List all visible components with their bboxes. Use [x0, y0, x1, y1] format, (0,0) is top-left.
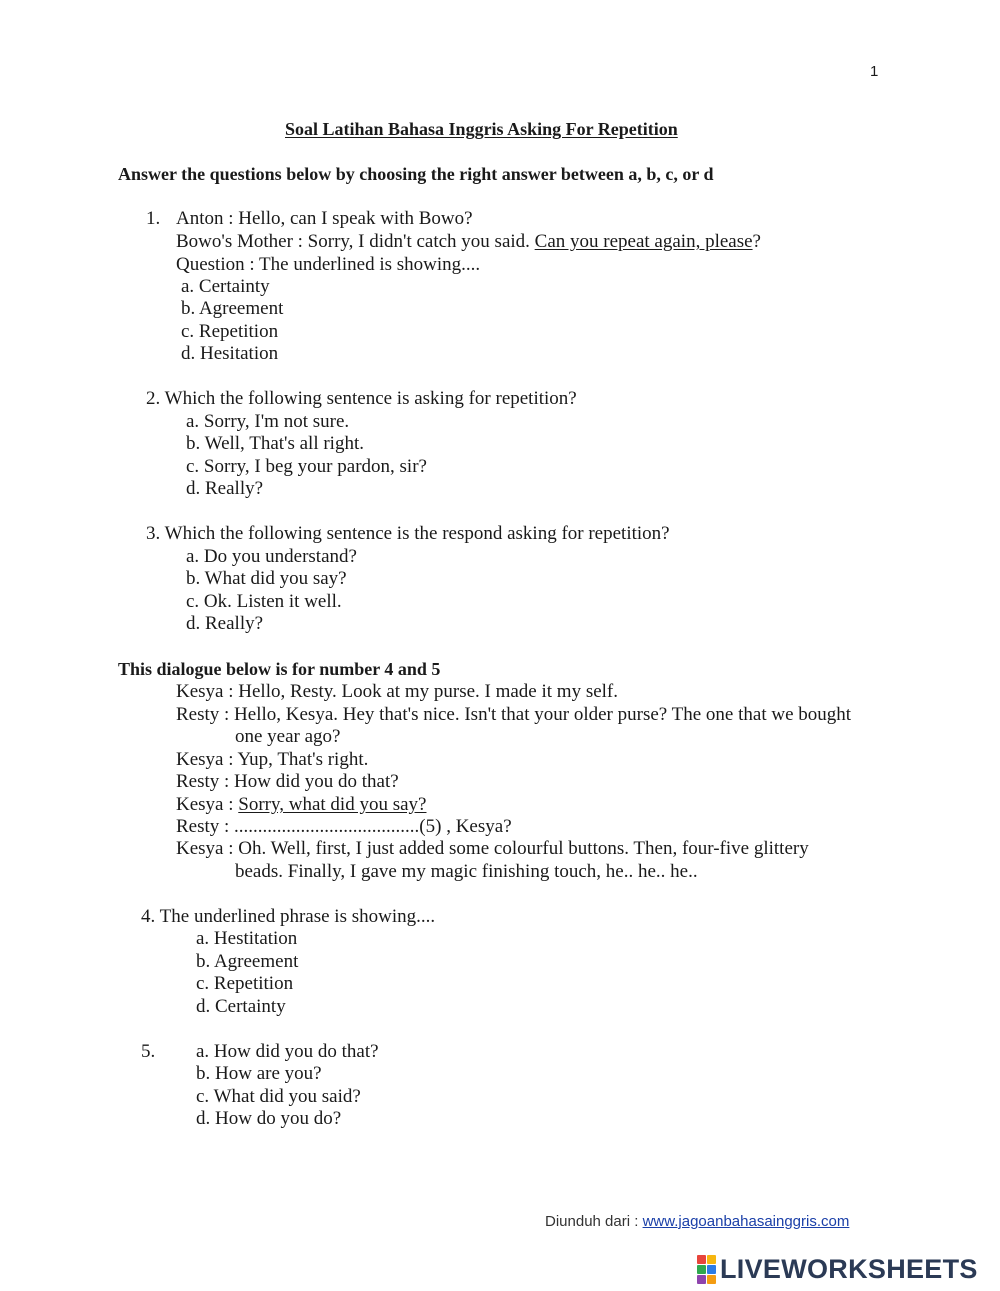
q4-option-d: d. Certainty	[196, 996, 286, 1017]
q1-line-2-end: ?	[752, 231, 761, 252]
brand-block-2	[707, 1255, 716, 1264]
q3-stem: 3. Which the following sentence is the respond asking for repetition?	[146, 523, 670, 544]
q5-option-b: b. How are you?	[196, 1063, 322, 1084]
instruction: Answer the questions below by choosing the right answer between a, b, c, or d	[118, 164, 714, 184]
dialogue-line-6: Resty : .......................................(5) , Kesya?	[176, 816, 512, 837]
q3-option-b: b. What did you say?	[186, 568, 347, 589]
q4-option-c: c. Repetition	[196, 973, 294, 994]
footer-source	[545, 1211, 849, 1233]
q3-option-c: c. Ok. Listen it well.	[186, 591, 342, 612]
q2-option-c: c. Sorry, I beg your pardon, sir?	[186, 456, 427, 477]
q1-line-3: Question : The underlined is showing....	[176, 254, 481, 275]
page-title: Soal Latihan Bahasa Inggris Asking For Repetition	[285, 119, 678, 139]
q1-underlined-phrase: Can you repeat again, please	[534, 231, 753, 252]
q1-line-1: Anton : Hello, can I speak with Bowo?	[176, 208, 473, 229]
q2-stem: 2. Which the following sentence is asking for repetition?	[146, 388, 577, 409]
q1-line-2	[176, 231, 761, 253]
q5-option-d: d. How do you do?	[196, 1108, 342, 1129]
brand-block-5	[697, 1275, 706, 1284]
q1-option-c: c. Repetition	[181, 321, 279, 342]
dialogue-line-7: Kesya : Oh. Well, first, I just added some colourful buttons. Then, four-five glittery	[176, 838, 809, 859]
q1-option-d: d. Hesitation	[181, 343, 279, 364]
q5-number: 5.	[141, 1041, 156, 1062]
liveworksheets-logo	[697, 1254, 978, 1284]
dialogue-line-5	[176, 794, 426, 816]
q1-line-2-text: Bowo's Mother : Sorry, I didn't catch you said.	[176, 231, 535, 252]
dialogue-line-1: Kesya : Hello, Resty. Look at my purse. I made it my self.	[176, 681, 619, 702]
dialogue-line-3: Kesya : Yup, That's right.	[176, 749, 369, 770]
brand-block-4	[707, 1265, 716, 1274]
liveworksheets-wordmark: LIVEWORKSHEETS	[720, 1254, 978, 1284]
q1-option-a: a. Certainty	[181, 276, 270, 297]
dialogue-line-4: Resty : How did you do that?	[176, 771, 399, 792]
brand-block-3	[697, 1265, 706, 1274]
footer-label: Diunduh dari :	[545, 1213, 643, 1230]
q4-option-b: b. Agreement	[196, 951, 299, 972]
q2-option-a: a. Sorry, I'm not sure.	[186, 411, 350, 432]
dialogue-underlined-phrase: Sorry, what did you say?	[238, 794, 427, 815]
dialogue-line-2-cont: one year ago?	[235, 726, 341, 747]
dialogue-line-2: Resty : Hello, Kesya. Hey that's nice. Isn't that your older purse? The one that we bought	[176, 704, 852, 725]
q5-option-a: a. How did you do that?	[196, 1041, 379, 1062]
dialogue-line-5-speaker: Kesya :	[176, 794, 239, 815]
page-number: 1	[870, 63, 879, 80]
q1-option-b: b. Agreement	[181, 298, 284, 319]
brand-block-6	[707, 1275, 716, 1284]
brand-block-1	[697, 1255, 706, 1264]
q3-option-d: d. Really?	[186, 613, 264, 634]
q2-option-d: d. Really?	[186, 478, 264, 499]
liveworksheets-blocks-icon	[697, 1255, 716, 1284]
q2-option-b: b. Well, That's all right.	[186, 433, 364, 454]
q4-stem: 4. The underlined phrase is showing....	[141, 906, 436, 927]
q4-option-a: a. Hestitation	[196, 928, 298, 949]
q3-option-a: a. Do you understand?	[186, 546, 357, 567]
dialogue-line-7-cont: beads. Finally, I gave my magic finishing touch, he.. he.. he..	[235, 861, 698, 882]
footer-link[interactable]: www.jagoanbahasainggris.com	[642, 1213, 850, 1230]
q5-option-c: c. What did you said?	[196, 1086, 361, 1107]
q1-number: 1.	[146, 208, 161, 229]
dialogue-heading: This dialogue below is for number 4 and 5	[118, 659, 441, 679]
